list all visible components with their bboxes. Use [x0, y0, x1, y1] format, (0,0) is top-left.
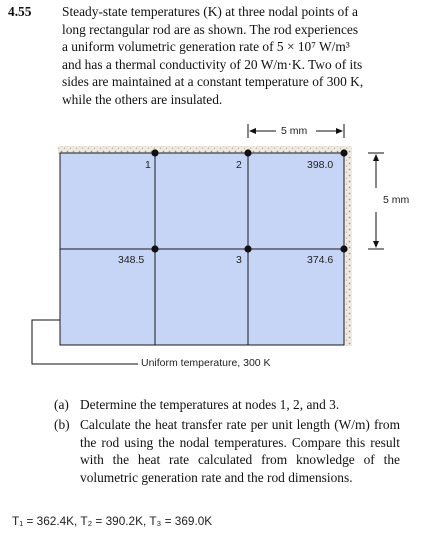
temperature-348: 348.5 [118, 254, 145, 266]
problem-line: long rectangular rod are as shown. The rod experiences [62, 21, 359, 37]
dimension-horizontal: 5 mm [281, 125, 308, 137]
part-b-text: Calculate the heat transfer rate per unit length (W/m) from the rod using the nodal temperatures. Compare this result with the heat rate calculated from knowledge of the volumetric generation rate and the rod dimensions. [80, 417, 400, 485]
part-a-tag: (a) [54, 397, 69, 412]
part-a-text: Determine the temperatures at nodes 1, 2, and 3. [80, 397, 340, 412]
node-398 [340, 149, 347, 156]
boundary-label: Uniform temperature, 300 K [141, 357, 271, 369]
problem-line: sides are maintained at a constant temperature of 300 K, [62, 74, 364, 90]
node-label-3: 3 [236, 254, 242, 266]
temperature-398: 398.0 [307, 159, 334, 171]
problem-line: Steady-state temperatures (K) at three nodal points of a [62, 4, 358, 19]
part-a [54, 396, 400, 413]
node-348 [151, 245, 158, 252]
dim-arrow-right [336, 128, 343, 134]
answer-line: T₁ = 362.4K, T₂ = 390.2K, T₃ = 369.0K [12, 514, 213, 528]
node-1 [151, 149, 158, 156]
dimension-vertical: 5 mm [383, 194, 410, 206]
node-374 [340, 245, 347, 252]
node-label-1: 1 [145, 159, 151, 171]
problem-number: 4.55 [8, 4, 32, 19]
dim-arrow-left [249, 128, 256, 134]
temperature-374: 374.6 [307, 254, 334, 266]
node-2 [244, 149, 251, 156]
problem-line: and has a thermal conductivity of 20 W/m·K. Two of its [62, 56, 363, 72]
problem-line: a uniform volumetric generation rate of 5 × 10⁷ W/m³ [62, 39, 350, 55]
node-label-2: 2 [236, 159, 242, 171]
vdim-arrow-top [373, 154, 379, 161]
vdim-arrow-bottom [373, 241, 379, 248]
part-b [54, 416, 400, 486]
problem-line: while the others are insulated. [62, 91, 223, 107]
part-b-tag: (b) [54, 417, 70, 433]
node-3 [244, 245, 251, 252]
problem-parts [54, 396, 400, 489]
